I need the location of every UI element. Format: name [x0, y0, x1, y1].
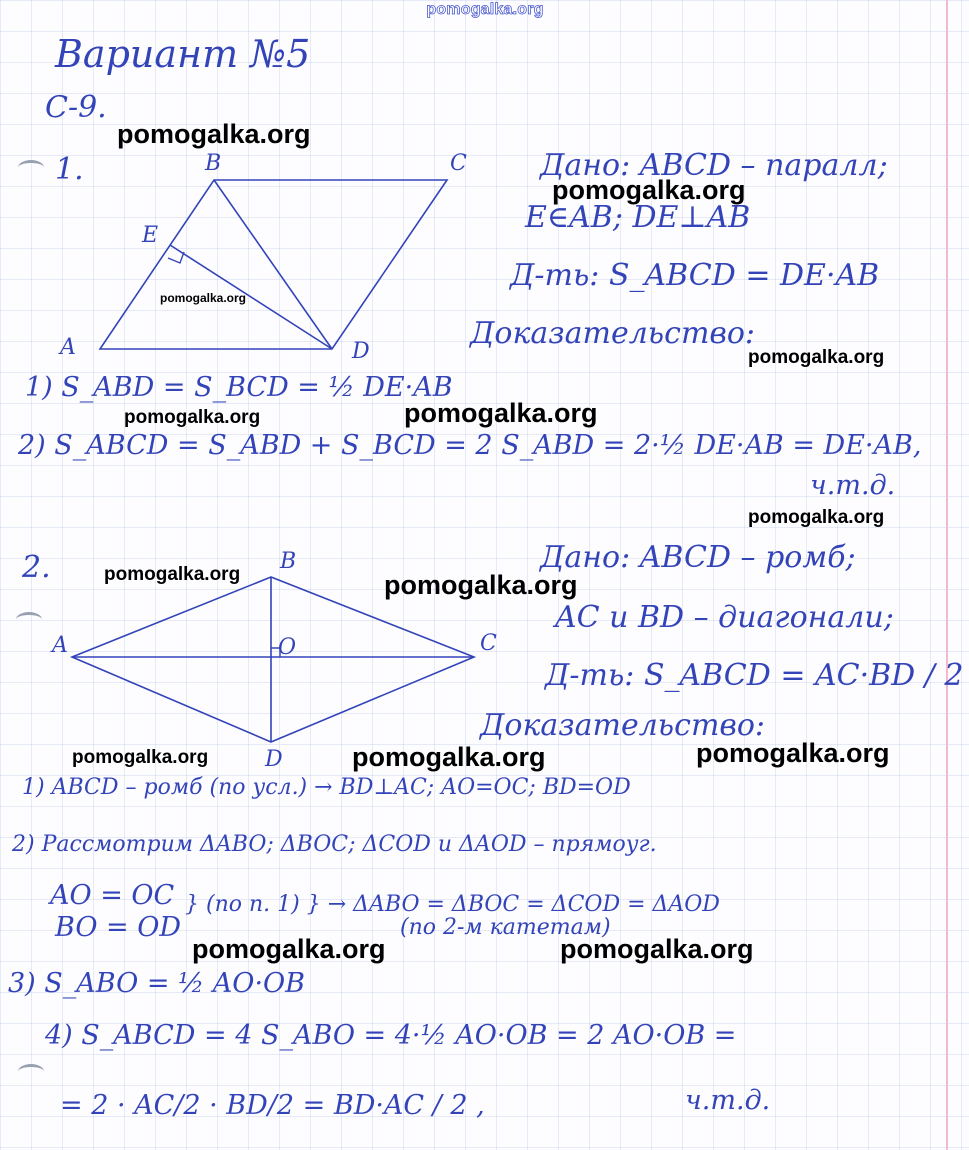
problem2-given-2: AC и BD – диагонали; — [555, 600, 894, 635]
vertex-label-C: C — [480, 631, 497, 656]
watermark: pomogalka.org — [192, 934, 386, 964]
watermark: pomogalka.org — [117, 119, 311, 149]
vertex-label-B: B — [205, 151, 222, 176]
problem2-qed: ч.т.д. — [685, 1085, 771, 1116]
vertex-label-D: D — [265, 747, 283, 772]
problem1-given: Дано: ABCD – паралл; — [540, 148, 888, 183]
watermark: pomogalka.org — [748, 347, 885, 368]
problem2-equality-1: AO = OC — [50, 880, 175, 911]
vertex-label-B: B — [280, 549, 297, 574]
section-label: С-9. — [45, 90, 107, 125]
watermark: pomogalka.org — [384, 570, 578, 600]
problem1-qed: ч.т.д. — [810, 470, 896, 501]
point-label-E: E — [142, 223, 159, 248]
watermark: pomogalka.org — [696, 738, 890, 768]
watermark: pomogalka.org — [160, 291, 247, 305]
point-label-O: O — [278, 635, 297, 660]
watermark: pomogalka.org — [560, 934, 754, 964]
watermark: pomogalka.org — [352, 742, 546, 772]
watermark: pomogalka.org — [124, 407, 261, 428]
problem2-step-4: 4) S_ABCD = 4 S_ABO = 4·½ AO·OB = 2 AO·OB = — [45, 1020, 737, 1051]
vertex-label-A: A — [52, 633, 68, 658]
vertex-label-D: D — [352, 339, 370, 364]
rhombus-outline — [72, 577, 474, 742]
vertex-label-A: A — [60, 335, 76, 360]
problem1-step-1: 1) S_ABD = S_BCD = ½ DE·AB — [25, 372, 453, 403]
problem2-equality-conclusion: } (по п. 1) } → ΔABO = ΔBOC = ΔCOD = ΔAOD — [185, 892, 720, 917]
problem1-step-2: 2) S_ABCD = S_ABD + S_BCD = 2 S_ABD = 2·½ DE·AB = DE·AB, — [18, 430, 922, 461]
problem1-number: 1. — [55, 152, 84, 187]
problem2-prove: Д-ть: S_ABCD = AC·BD / 2 — [545, 658, 964, 693]
problem2-step-5: = 2 · AC/2 · BD/2 = BD·AC / 2 , — [60, 1090, 485, 1121]
problem2-equality-2: BO = OD — [55, 912, 182, 943]
watermark: pomogalka.org — [72, 747, 209, 768]
watermark: pomogalka.org — [552, 175, 746, 205]
problem1-proof-title: Доказательство: — [470, 316, 756, 351]
problem2-step-3: 3) S_ABO = ½ AO·OB — [8, 968, 305, 999]
problem2-number: 2. — [22, 550, 51, 585]
problem2-equality-reason: (по 2-м катетам) — [400, 915, 611, 940]
problem2-step-2: 2) Рассмотрим ΔABO; ΔBOC; ΔCOD и ΔAOD – прямоуг. — [12, 832, 657, 857]
vertex-label-C: C — [450, 151, 467, 176]
watermark: pomogalka.org — [748, 507, 885, 528]
watermark-top: pomogalka.org — [426, 1, 544, 18]
problem1-given-2: E∈AB; DE⊥AB — [525, 200, 751, 235]
variant-title: Вариант №5 — [55, 32, 311, 76]
problem2-step-1: 1) ABCD – ромб (по усл.) → BD⊥AC; AO=OC; BD=OD — [22, 775, 631, 800]
watermark: pomogalka.org — [404, 398, 598, 428]
problem2-proof-title: Доказательство: — [480, 708, 766, 743]
problem1-prove: Д-ть: S_ABCD = DE·AB — [510, 258, 880, 293]
watermark: pomogalka.org — [104, 564, 241, 585]
problem2-given: Дано: ABCD – ромб; — [540, 540, 856, 575]
